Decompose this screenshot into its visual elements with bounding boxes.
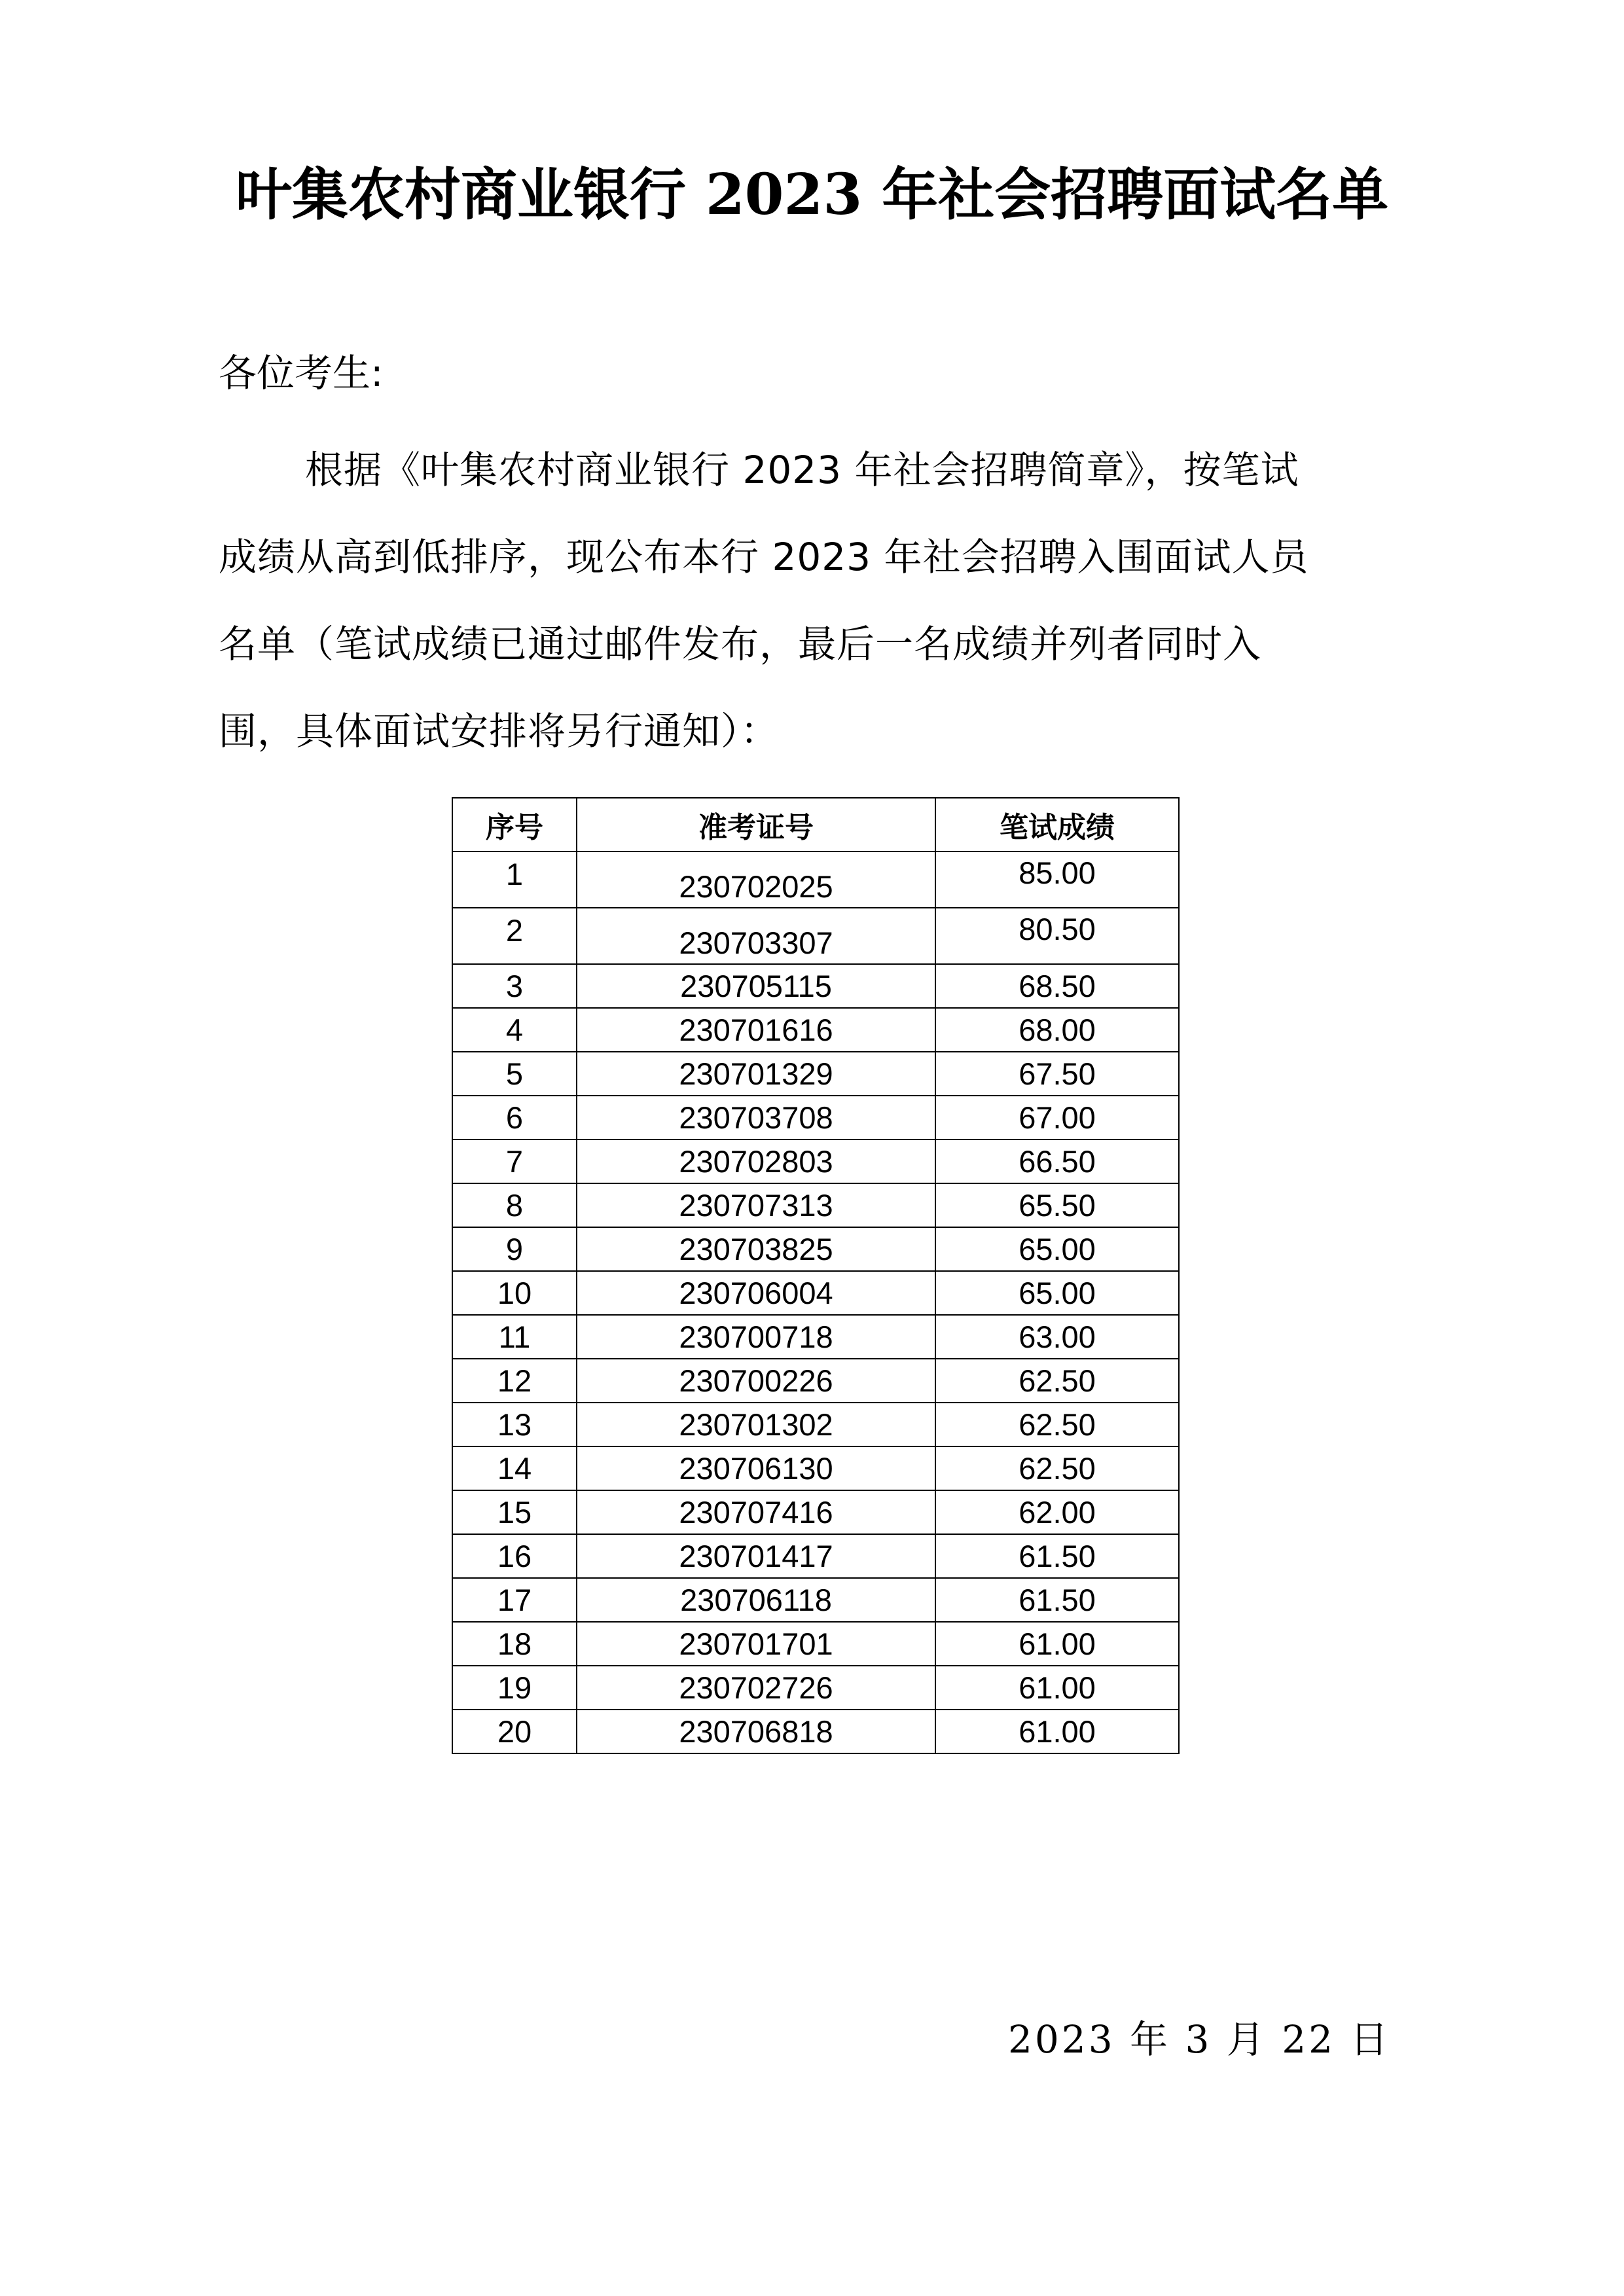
- cell-ticket: 230701329: [577, 1052, 935, 1096]
- table-row: [452, 1359, 1179, 1403]
- table-row: [452, 1096, 1179, 1139]
- cell-seq: 16: [452, 1534, 577, 1578]
- cell-score: 65.00: [935, 1271, 1179, 1315]
- cell-seq: 12: [452, 1359, 577, 1403]
- cell-score: 62.50: [935, 1359, 1179, 1403]
- table-body: [452, 852, 1179, 1753]
- cell-score: 62.00: [935, 1490, 1179, 1534]
- cell-ticket: 230700718: [577, 1315, 935, 1359]
- cell-seq: 10: [452, 1271, 577, 1315]
- cell-score: 66.50: [935, 1139, 1179, 1183]
- cell-score: 61.00: [935, 1710, 1179, 1753]
- cell-ticket: 230700226: [577, 1359, 935, 1403]
- cell-seq: 5: [452, 1052, 577, 1096]
- table-row: [452, 1183, 1179, 1227]
- table-row: [452, 1271, 1179, 1315]
- table-row: [452, 1534, 1179, 1578]
- cell-ticket: 230702025: [577, 852, 935, 908]
- cell-score: 68.50: [935, 964, 1179, 1008]
- cell-ticket: 230703307: [577, 908, 935, 964]
- document-title: 叶集农村商业银行 2023 年社会招聘面试名单: [235, 162, 1389, 228]
- table-row: [452, 1446, 1179, 1490]
- cell-score: 80.50: [935, 908, 1179, 964]
- table-row: [452, 852, 1179, 908]
- header-ticket-number: 准考证号: [577, 798, 935, 852]
- cell-ticket: 230701616: [577, 1008, 935, 1052]
- table-row: [452, 1403, 1179, 1446]
- notice-paragraph: [219, 427, 1420, 775]
- table-row: [452, 1008, 1179, 1052]
- table-row: [452, 1139, 1179, 1183]
- cell-ticket: 230702726: [577, 1666, 935, 1710]
- header-written-score: 笔试成绩: [935, 798, 1179, 852]
- cell-ticket: 230706118: [577, 1578, 935, 1622]
- table-header-row: [452, 798, 1179, 852]
- table-row: [452, 1490, 1179, 1534]
- cell-score: 61.00: [935, 1666, 1179, 1710]
- cell-ticket: 230707313: [577, 1183, 935, 1227]
- cell-score: 67.00: [935, 1096, 1179, 1139]
- paragraph-line: 成绩从高到低排序，现公布本行 2023 年社会招聘入围面试人员: [219, 535, 1309, 579]
- cell-score: 62.50: [935, 1446, 1179, 1490]
- cell-score: 61.00: [935, 1622, 1179, 1666]
- cell-ticket: 230701302: [577, 1403, 935, 1446]
- paragraph-line: 根据《叶集农村商业银行 2023 年社会招聘简章》，按笔试: [305, 448, 1299, 492]
- interview-list-table: [452, 797, 1180, 1754]
- paragraph-line: 围，具体面试安排将另行通知）：: [219, 709, 780, 753]
- cell-score: 85.00: [935, 852, 1179, 908]
- paragraph-line: 名单（笔试成绩已通过邮件发布，最后一名成绩并列者同时入: [219, 622, 1262, 666]
- table-row: [452, 1578, 1179, 1622]
- cell-ticket: 230701417: [577, 1534, 935, 1578]
- cell-score: 65.00: [935, 1227, 1179, 1271]
- cell-ticket: 230707416: [577, 1490, 935, 1534]
- cell-seq: 1: [452, 852, 577, 908]
- table-row: [452, 908, 1179, 964]
- table-row: [452, 964, 1179, 1008]
- cell-seq: 13: [452, 1403, 577, 1446]
- cell-score: 62.50: [935, 1403, 1179, 1446]
- cell-seq: 6: [452, 1096, 577, 1139]
- cell-seq: 20: [452, 1710, 577, 1753]
- table-row: [452, 1052, 1179, 1096]
- cell-seq: 9: [452, 1227, 577, 1271]
- table-row: [452, 1315, 1179, 1359]
- cell-ticket: 230706004: [577, 1271, 935, 1315]
- cell-seq: 14: [452, 1446, 577, 1490]
- cell-ticket: 230703825: [577, 1227, 935, 1271]
- cell-score: 61.50: [935, 1578, 1179, 1622]
- cell-seq: 7: [452, 1139, 577, 1183]
- cell-seq: 11: [452, 1315, 577, 1359]
- cell-seq: 17: [452, 1578, 577, 1622]
- cell-score: 67.50: [935, 1052, 1179, 1096]
- cell-score: 61.50: [935, 1534, 1179, 1578]
- issue-date: 2023 年 3 月 22 日: [1008, 2017, 1391, 2062]
- cell-seq: 4: [452, 1008, 577, 1052]
- table-row: [452, 1622, 1179, 1666]
- cell-ticket: 230706130: [577, 1446, 935, 1490]
- greeting: 各位考生:: [219, 351, 384, 395]
- cell-ticket: 230703708: [577, 1096, 935, 1139]
- table-row: [452, 1710, 1179, 1753]
- cell-ticket: 230705115: [577, 964, 935, 1008]
- cell-seq: 8: [452, 1183, 577, 1227]
- cell-score: 68.00: [935, 1008, 1179, 1052]
- cell-seq: 3: [452, 964, 577, 1008]
- header-seq: 序号: [452, 798, 577, 852]
- cell-score: 63.00: [935, 1315, 1179, 1359]
- cell-seq: 2: [452, 908, 577, 964]
- cell-seq: 18: [452, 1622, 577, 1666]
- table-row: [452, 1227, 1179, 1271]
- cell-ticket: 230701701: [577, 1622, 935, 1666]
- cell-seq: 19: [452, 1666, 577, 1710]
- table-row: [452, 1666, 1179, 1710]
- cell-ticket: 230706818: [577, 1710, 935, 1753]
- cell-seq: 15: [452, 1490, 577, 1534]
- cell-ticket: 230702803: [577, 1139, 935, 1183]
- cell-score: 65.50: [935, 1183, 1179, 1227]
